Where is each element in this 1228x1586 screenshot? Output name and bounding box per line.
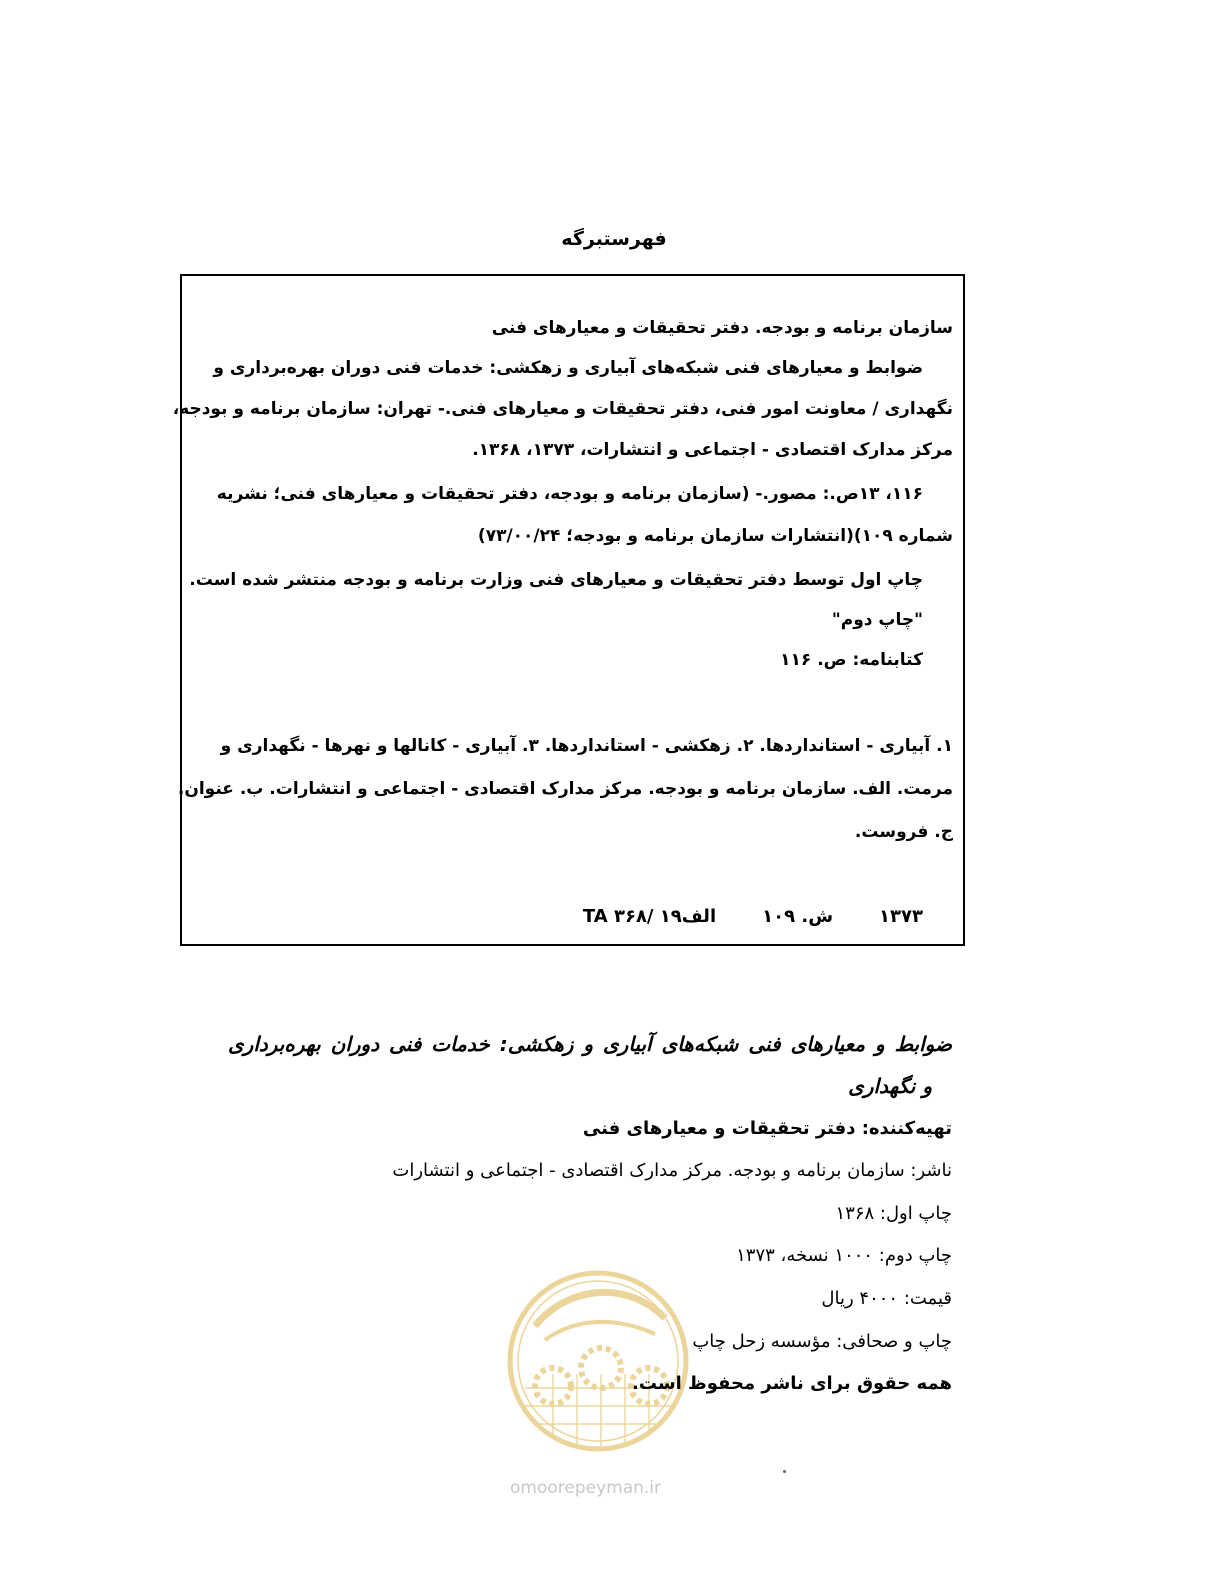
cip-author: سازمان برنامه و بودجه. دفتر تحقیقات و معیارهای فنی bbox=[491, 318, 953, 338]
cip-subject-line: مرمت. الف. سازمان برنامه و بودجه. مرکز مدارک اقتصادی - اجتماعی و انتشارات. ب. عنوان. bbox=[177, 779, 953, 799]
cip-collation-line: شماره ۱۰۹)(انتشارات سازمان برنامه و بودجه؛ ۷۳/۰۰/۲۴) bbox=[477, 526, 953, 546]
imprint-price: قیمت: ۴۰۰۰ ریال bbox=[821, 1288, 952, 1309]
cip-title-line: ضوابط و معیارهای فنی شبکه‌های آبیاری و زهکشی: خدمات فنی دوران بهره‌برداری و bbox=[213, 358, 923, 378]
speck bbox=[783, 1470, 786, 1473]
imprint-publisher: ناشر: سازمان برنامه و بودجه. مرکز مدارک اقتصادی - اجتماعی و انتشارات bbox=[392, 1160, 952, 1181]
cip-title-line: نگهداری / معاونت امور فنی، دفتر تحقیقات و معیارهای فنی.- تهران: سازمان برنامه و بودجه، bbox=[172, 399, 953, 419]
cip-title-line: مرکز مدارک اقتصادی - اجتماعی و انتشارات، ۱۳۷۳، ۱۳۶۸. bbox=[472, 440, 953, 460]
call-number bbox=[583, 906, 923, 927]
cip-subject-line: ۱. آبیاری - استانداردها. ۲. زهکشی - استانداردها. ۳. آبیاری - کانالها و نهرها - نگهداری و bbox=[220, 736, 953, 756]
call-number-year: ۱۳۷۳ bbox=[879, 906, 923, 927]
call-number-classification: TA ۳۶۸/ ۱۹الف bbox=[582, 906, 717, 927]
watermark-logo bbox=[505, 1268, 691, 1454]
cip-collation-line: ۱۱۶، ۱۳ص.: مصور.- (سازمان برنامه و بودجه، دفتر تحقیقات و معیارهای فنی؛ نشریه bbox=[216, 484, 923, 504]
imprint-first-edition: چاپ اول: ۱۳۶۸ bbox=[835, 1203, 952, 1224]
watermark-site: omoorepeyman.ir bbox=[510, 1478, 662, 1498]
imprint-rights: همه حقوق برای ناشر محفوظ است. bbox=[632, 1373, 952, 1394]
imprint-title-line: ضوابط و معیارهای فنی شبکه‌های آبیاری و زهکشی: خدمات فنی دوران بهره‌برداری bbox=[228, 1032, 952, 1056]
imprint-prepared-by: تهیه‌کننده: دفتر تحقیقات و معیارهای فنی bbox=[582, 1118, 952, 1139]
imprint-printing: چاپ و صحافی: مؤسسه زحل چاپ bbox=[692, 1331, 952, 1352]
call-number-series: ش. ۱۰۹ bbox=[762, 906, 834, 927]
imprint-title-line: و نگهداری bbox=[848, 1074, 932, 1098]
imprint-second-edition: چاپ دوم: ۱۰۰۰ نسخه، ۱۳۷۳ bbox=[736, 1245, 952, 1266]
cip-note: کتابنامه: ص. ۱۱۶ bbox=[780, 650, 923, 670]
page-heading: فهرستبرگه bbox=[561, 228, 667, 250]
cataloging-record-box bbox=[172, 274, 965, 946]
cip-note: چاپ اول توسط دفتر تحقیقات و معیارهای فنی وزارت برنامه و بودجه منتشر شده است. bbox=[189, 570, 923, 590]
cip-note: "چاپ دوم" bbox=[831, 610, 923, 630]
cip-subject-line: ج. فروست. bbox=[854, 822, 953, 842]
